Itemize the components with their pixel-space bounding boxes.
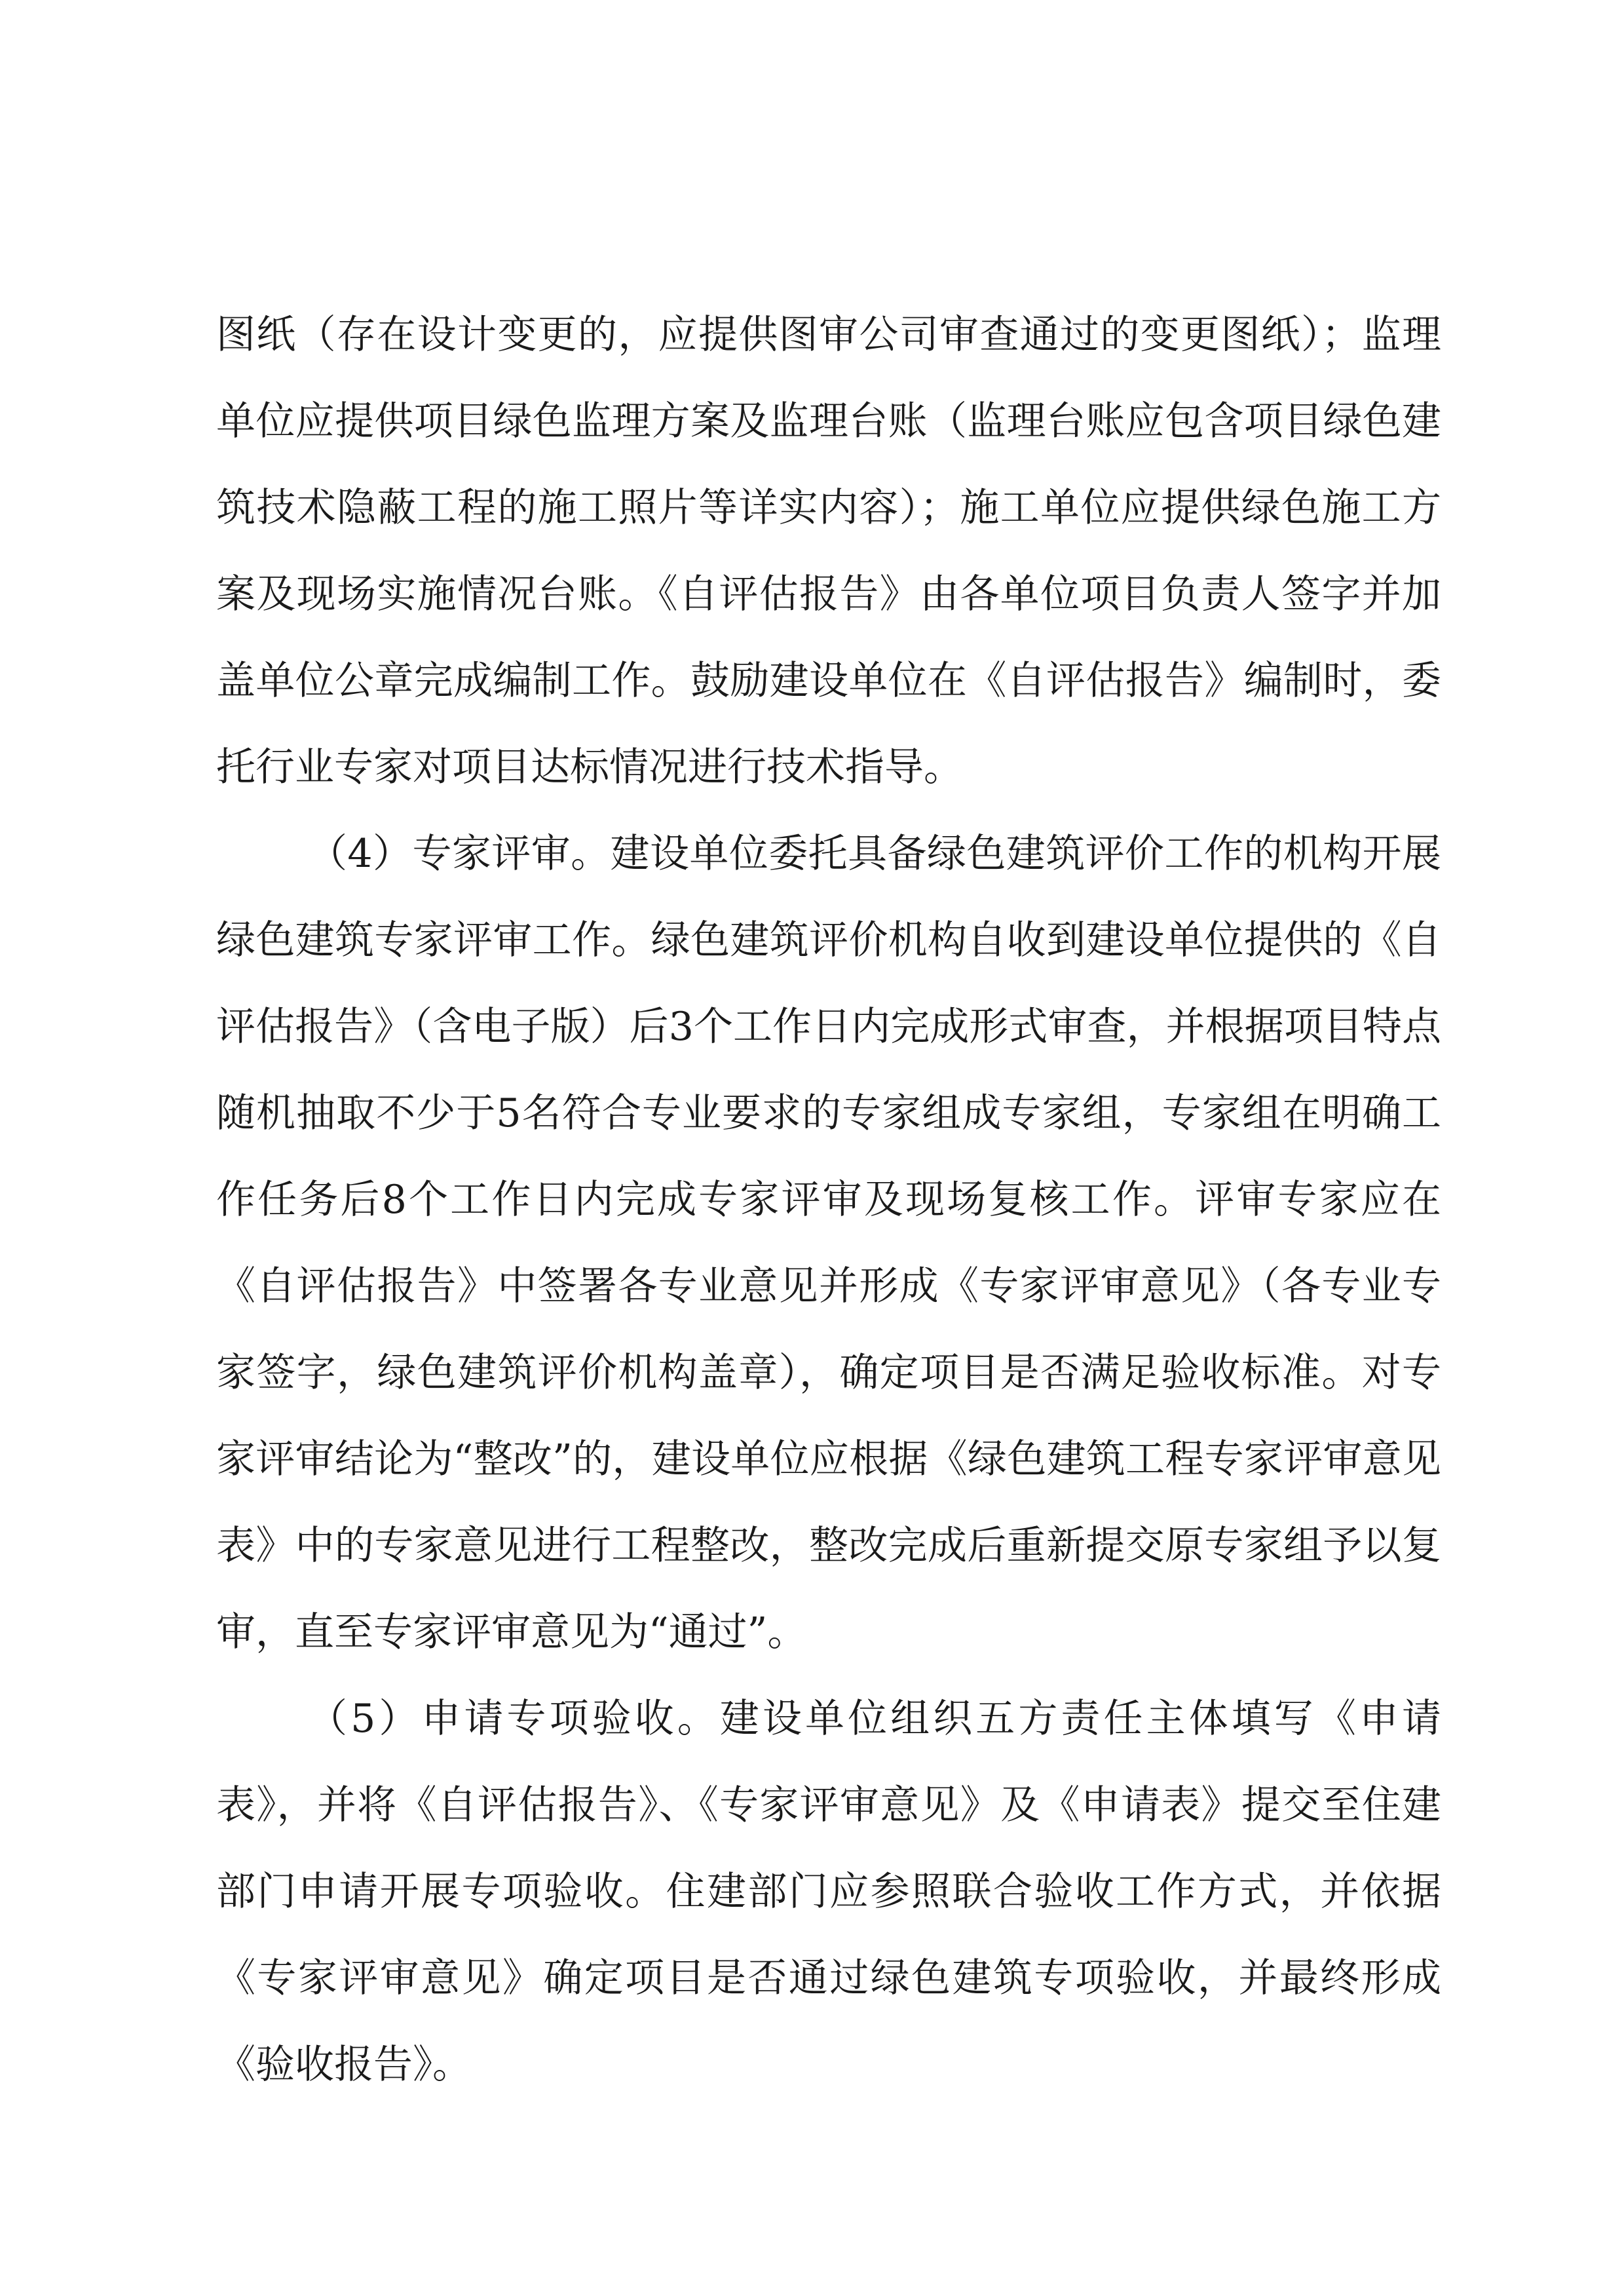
- paragraph-apply-acceptance: （5）申请专项验收。建设单位组织五方责任主体填写《申请表》，并将《自评估报告》、《专家评审意见》及《申请表》提交至住建部门申请开展专项验收。住建部门应参照联合验收工作方式，并依据《专家评审意见》确定项目是否通过绿色建筑专项验收，并最终形成《验收报告》。: [216, 1696, 1441, 2088]
- paragraph-continuation: 图纸（存在设计变更的，应提供图审公司审查通过的变更图纸）；监理单位应提供项目绿色监理方案及监理台账（监理台账应包含项目绿色建筑技术隐蔽工程的施工照片等详实内容）；施工单位应提供绿色施工方案及现场实施情况台账。《自评估报告》由各单位项目负责人签字并加盖单位公章完成编制工作。鼓励建设单位在《自评估报告》编制时，委托行业专家对项目达标情况进行技术指导。: [216, 312, 1441, 790]
- paragraph-expert-review: （4）专家评审。建设单位委托具备绿色建筑评价工作的机构开展绿色建筑专家评审工作。绿色建筑评价机构自收到建设单位提供的《自评估报告》（含电子版）后3个工作日内完成形式审查，并根据项目特点随机抽取不少于5名符合专业要求的专家组成专家组，专家组在明确工作任务后8个工作日内完成专家评审及现场复核工作。评审专家应在《自评估报告》中签署各专业意见并形成《专家评审意见》（各专业专家签字，绿色建筑评价机构盖章），确定项目是否满足验收标准。对专家评审结论为“整改”的，建设单位应根据《绿色建筑工程专家评审意见表》中的专家意见进行工程整改，整改完成后重新提交原专家组予以复审，直至专家评审意见为“通过”。: [216, 831, 1442, 1655]
- document-body: [216, 292, 1441, 2108]
